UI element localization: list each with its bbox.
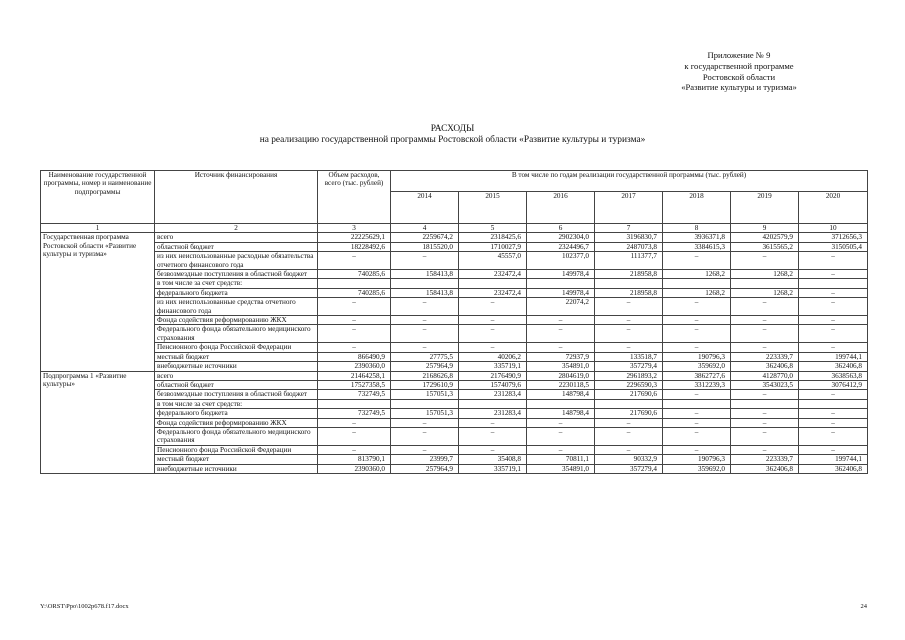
value-cell: – (799, 390, 868, 399)
table-row (41, 242, 868, 251)
source-cell: внебюджетные источники (155, 362, 318, 371)
value-cell: – (731, 343, 799, 352)
value-cell: 732749,5 (318, 390, 391, 399)
source-cell: Фонда содействия реформированию ЖКХ (155, 316, 318, 325)
value-cell: 257964,9 (391, 464, 459, 473)
value-cell: 3862727,6 (663, 371, 731, 380)
source-cell: Пенсионного фонда Российской Федерации (155, 445, 318, 454)
table-row (41, 371, 868, 380)
value-cell: – (459, 343, 527, 352)
header-year: 2020 (799, 192, 868, 224)
value-cell: 866490,9 (318, 352, 391, 361)
value-cell: – (318, 343, 391, 352)
value-cell: 27775,5 (391, 352, 459, 361)
value-cell: – (595, 298, 663, 316)
value-cell: – (459, 445, 527, 454)
value-cell: 45557,0 (459, 252, 527, 270)
value-cell: 149978,4 (527, 270, 595, 279)
source-cell: безвозмездные поступления в областной бюджет (155, 390, 318, 399)
source-cell: Федерального фонда обязательного медицинского страхования (155, 325, 318, 343)
value-cell: 359692,0 (663, 362, 731, 371)
value-cell: 232472,4 (459, 270, 527, 279)
value-cell (731, 279, 799, 288)
table-row (41, 390, 868, 399)
source-cell: местный бюджет (155, 352, 318, 361)
value-cell: 3615565,2 (731, 242, 799, 251)
value-cell: 732749,5 (318, 409, 391, 418)
header-years-group: В том числе по годам реализации государственной программы (тыс. рублей) (391, 171, 868, 192)
value-cell: 335719,1 (459, 464, 527, 473)
value-cell: – (595, 445, 663, 454)
value-cell: 3196830,7 (595, 233, 663, 242)
value-cell: 2902304,0 (527, 233, 595, 242)
value-cell: – (799, 270, 868, 279)
value-cell (318, 399, 391, 408)
value-cell: – (731, 298, 799, 316)
table-row (41, 418, 868, 427)
expenses-table (40, 170, 868, 474)
value-cell: – (459, 418, 527, 427)
value-cell: 1574079,6 (459, 380, 527, 389)
table-row (41, 362, 868, 371)
value-cell: 2487073,8 (595, 242, 663, 251)
column-number: 10 (799, 224, 868, 233)
value-cell: 740285,6 (318, 270, 391, 279)
value-cell: 740285,6 (318, 288, 391, 297)
value-cell: – (391, 418, 459, 427)
source-cell: Пенсионного фонда Российской Федерации (155, 343, 318, 352)
value-cell: 3312239,3 (663, 380, 731, 389)
value-cell: 23999,7 (391, 455, 459, 464)
value-cell: 3638563,8 (799, 371, 868, 380)
value-cell: 354891,0 (527, 362, 595, 371)
source-cell: всего (155, 233, 318, 242)
value-cell: 148798,4 (527, 409, 595, 418)
value-cell: 2390360,0 (318, 464, 391, 473)
table-row (41, 288, 868, 297)
table-row (41, 352, 868, 361)
value-cell (595, 279, 663, 288)
value-cell: – (731, 445, 799, 454)
table-row (41, 399, 868, 408)
value-cell: – (318, 325, 391, 343)
value-cell: – (799, 445, 868, 454)
value-cell: – (663, 343, 731, 352)
value-cell: – (391, 343, 459, 352)
column-number: 3 (318, 224, 391, 233)
value-cell: 18228492,6 (318, 242, 391, 251)
value-cell: – (731, 325, 799, 343)
value-cell: 2961893,2 (595, 371, 663, 380)
column-number: 8 (663, 224, 731, 233)
value-cell: – (799, 298, 868, 316)
source-cell: областной бюджет (155, 380, 318, 389)
value-cell: 813790,1 (318, 455, 391, 464)
table-row (41, 270, 868, 279)
table-row (41, 298, 868, 316)
value-cell (663, 399, 731, 408)
value-cell (799, 399, 868, 408)
value-cell: 190796,3 (663, 352, 731, 361)
value-cell: 2390360,0 (318, 362, 391, 371)
header-year: 2019 (731, 192, 799, 224)
value-cell (391, 279, 459, 288)
value-cell: 2324496,7 (527, 242, 595, 251)
column-number: 6 (527, 224, 595, 233)
table-row (41, 279, 868, 288)
footer-page-number: 24 (860, 603, 867, 610)
value-cell: – (731, 418, 799, 427)
table-row (41, 252, 868, 270)
value-cell: 148798,4 (527, 390, 595, 399)
value-cell: – (663, 298, 731, 316)
value-cell: – (318, 316, 391, 325)
value-cell: – (459, 325, 527, 343)
column-number: 2 (155, 224, 318, 233)
table-row (41, 427, 868, 445)
appendix-line: «Развитие культуры и туризма» (681, 82, 797, 93)
program-name-cell: Государственная программа Ростовской области «Развитие культуры и туризма» (41, 233, 155, 371)
value-cell: 70811,1 (527, 455, 595, 464)
source-cell: из них неиспользованные расходные обязательства отчетного финансового года (155, 252, 318, 270)
value-cell: 217690,6 (595, 390, 663, 399)
header-row (41, 171, 868, 192)
value-cell: – (663, 445, 731, 454)
value-cell: 190796,3 (663, 455, 731, 464)
value-cell (799, 279, 868, 288)
value-cell: – (318, 445, 391, 454)
value-cell: – (731, 409, 799, 418)
value-cell: – (318, 427, 391, 445)
value-cell (527, 399, 595, 408)
value-cell: – (799, 409, 868, 418)
value-cell: 3712656,3 (799, 233, 868, 242)
value-cell: – (663, 409, 731, 418)
value-cell: 17527358,5 (318, 380, 391, 389)
value-cell: – (391, 445, 459, 454)
value-cell: 35408,8 (459, 455, 527, 464)
value-cell: – (799, 316, 868, 325)
source-cell: безвозмездные поступления в областной бюджет (155, 270, 318, 279)
value-cell: 2804619,0 (527, 371, 595, 380)
table-row (41, 316, 868, 325)
value-cell: – (459, 316, 527, 325)
value-cell: – (527, 445, 595, 454)
value-cell: 158413,8 (391, 270, 459, 279)
value-cell (459, 279, 527, 288)
value-cell: – (799, 252, 868, 270)
header-name: Наименование государственной программы, номер и наименование подпрограммы (41, 171, 155, 224)
appendix-block (629, 50, 849, 93)
value-cell: – (527, 325, 595, 343)
value-cell: – (799, 418, 868, 427)
table-row (41, 455, 868, 464)
header-year: 2014 (391, 192, 459, 224)
appendix-line: Ростовской области (702, 71, 776, 82)
value-cell: 218958,8 (595, 288, 663, 297)
program-name-cell: Подпрограмма 1 «Развитие культуры» (41, 371, 155, 473)
value-cell: – (663, 316, 731, 325)
value-cell: 2176490,9 (459, 371, 527, 380)
value-cell: 335719,1 (459, 362, 527, 371)
value-cell: 149978,4 (527, 288, 595, 297)
value-cell: – (731, 390, 799, 399)
value-cell: – (663, 325, 731, 343)
value-cell: – (391, 427, 459, 445)
value-cell (391, 399, 459, 408)
title-heading: РАСХОДЫ (430, 124, 475, 134)
value-cell: 1268,2 (663, 288, 731, 297)
value-cell: 1710027,9 (459, 242, 527, 251)
table-row (41, 233, 868, 242)
header-year: 2015 (459, 192, 527, 224)
source-cell: всего (155, 371, 318, 380)
value-cell: – (527, 427, 595, 445)
value-cell: 2296590,3 (595, 380, 663, 389)
value-cell: 4202579,9 (731, 233, 799, 242)
value-cell: 2259674,2 (391, 233, 459, 242)
value-cell: 133518,7 (595, 352, 663, 361)
value-cell: – (595, 316, 663, 325)
column-number: 9 (731, 224, 799, 233)
value-cell: 111377,7 (595, 252, 663, 270)
value-cell: 199744,1 (799, 352, 868, 361)
column-number: 1 (41, 224, 155, 233)
value-cell: – (595, 343, 663, 352)
header-total: Объем расходов, всего (тыс. рублей) (318, 171, 391, 224)
value-cell (595, 399, 663, 408)
value-cell: 22225629,1 (318, 233, 391, 242)
value-cell: 362406,8 (731, 362, 799, 371)
table-row (41, 380, 868, 389)
source-cell: в том числе за счет средств: (155, 399, 318, 408)
value-cell: – (663, 427, 731, 445)
value-cell: – (799, 427, 868, 445)
value-cell: – (459, 427, 527, 445)
value-cell: 90332,9 (595, 455, 663, 464)
value-cell: 21464258,1 (318, 371, 391, 380)
value-cell: – (731, 316, 799, 325)
column-number-row (41, 224, 868, 233)
value-cell: 3150505,4 (799, 242, 868, 251)
value-cell: – (799, 288, 868, 297)
value-cell: 2318425,6 (459, 233, 527, 242)
value-cell: 357279,4 (595, 362, 663, 371)
value-cell: 3543023,5 (731, 380, 799, 389)
source-cell: внебюджетные источники (155, 464, 318, 473)
value-cell: – (731, 252, 799, 270)
value-cell: 362406,8 (731, 464, 799, 473)
table-row (41, 409, 868, 418)
value-cell: 1729610,9 (391, 380, 459, 389)
value-cell: 157051,3 (391, 409, 459, 418)
source-cell: Федерального фонда обязательного медицинского страхования (155, 427, 318, 445)
value-cell: – (663, 418, 731, 427)
value-cell: 158413,8 (391, 288, 459, 297)
value-cell: 232472,4 (459, 288, 527, 297)
value-cell (459, 399, 527, 408)
source-cell: в том числе за счет средств: (155, 279, 318, 288)
column-number: 5 (459, 224, 527, 233)
appendix-line: Приложение № 9 (707, 50, 771, 60)
source-cell: областной бюджет (155, 242, 318, 251)
value-cell: – (595, 325, 663, 343)
value-cell: – (318, 298, 391, 316)
value-cell: 218958,8 (595, 270, 663, 279)
value-cell (318, 279, 391, 288)
value-cell: 40206,2 (459, 352, 527, 361)
value-cell: 3384615,3 (663, 242, 731, 251)
table-row (41, 325, 868, 343)
value-cell: 102377,0 (527, 252, 595, 270)
value-cell: – (391, 325, 459, 343)
value-cell: – (799, 343, 868, 352)
value-cell: 231283,4 (459, 390, 527, 399)
source-cell: Фонда содействия реформированию ЖКХ (155, 418, 318, 427)
value-cell: – (527, 343, 595, 352)
value-cell (527, 279, 595, 288)
value-cell: 223339,7 (731, 352, 799, 361)
value-cell: – (799, 325, 868, 343)
value-cell: 357279,4 (595, 464, 663, 473)
source-cell: федерального бюджета (155, 288, 318, 297)
column-number: 7 (595, 224, 663, 233)
value-cell: – (459, 298, 527, 316)
value-cell: 2230118,5 (527, 380, 595, 389)
header-year: 2016 (527, 192, 595, 224)
value-cell: – (527, 316, 595, 325)
value-cell: 4128770,0 (731, 371, 799, 380)
value-cell: 359692,0 (663, 464, 731, 473)
value-cell: – (391, 316, 459, 325)
value-cell: – (391, 252, 459, 270)
value-cell: 3076412,9 (799, 380, 868, 389)
source-cell: федерального бюджета (155, 409, 318, 418)
value-cell: 22074,2 (527, 298, 595, 316)
value-cell: 223339,7 (731, 455, 799, 464)
source-cell: из них неиспользованные средства отчетного финансового года (155, 298, 318, 316)
value-cell: 1268,2 (663, 270, 731, 279)
value-cell: 1268,2 (731, 270, 799, 279)
value-cell: – (731, 427, 799, 445)
table-body (41, 233, 868, 474)
value-cell: 362406,8 (799, 362, 868, 371)
appendix-line: к государственной программе (684, 60, 794, 71)
value-cell: 354891,0 (527, 464, 595, 473)
value-cell (663, 279, 731, 288)
value-cell: 199744,1 (799, 455, 868, 464)
table-row (41, 445, 868, 454)
value-cell: – (527, 418, 595, 427)
value-cell: 1268,2 (731, 288, 799, 297)
header-year: 2017 (595, 192, 663, 224)
header-year: 2018 (663, 192, 731, 224)
value-cell: 3936371,8 (663, 233, 731, 242)
value-cell: – (391, 298, 459, 316)
table-row (41, 343, 868, 352)
value-cell: 1815520,0 (391, 242, 459, 251)
value-cell: – (663, 390, 731, 399)
source-cell: местный бюджет (155, 455, 318, 464)
value-cell: 231283,4 (459, 409, 527, 418)
header-source: Источник финансирования (155, 171, 318, 224)
value-cell: – (318, 252, 391, 270)
value-cell: – (663, 252, 731, 270)
value-cell: – (595, 418, 663, 427)
value-cell: 362406,8 (799, 464, 868, 473)
value-cell: 2168626,8 (391, 371, 459, 380)
column-number: 4 (391, 224, 459, 233)
value-cell: – (595, 427, 663, 445)
value-cell: 72937,9 (527, 352, 595, 361)
title-subheading: на реализацию государственной программы Ростовской области «Развитие культуры и туризма» (259, 135, 646, 146)
document-title (0, 124, 905, 147)
table-row (41, 464, 868, 473)
value-cell: 217690,6 (595, 409, 663, 418)
value-cell: 257964,9 (391, 362, 459, 371)
value-cell: 157051,3 (391, 390, 459, 399)
value-cell: – (318, 418, 391, 427)
footer-file-path: Y:\ORST\Ppo\1002p678.f17.docx (40, 603, 129, 610)
value-cell (731, 399, 799, 408)
